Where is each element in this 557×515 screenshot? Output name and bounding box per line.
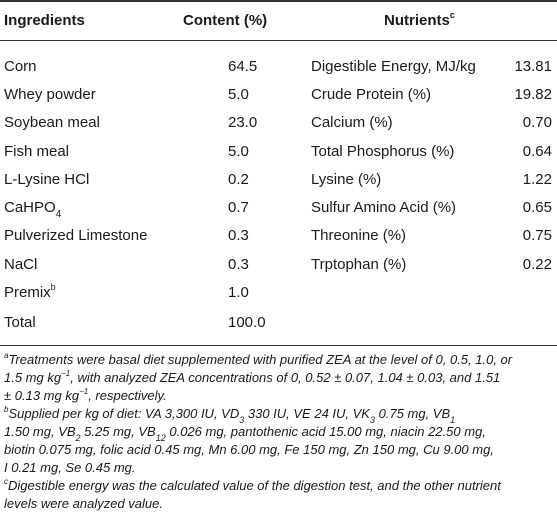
ingredient-footnote-mark: b	[50, 282, 56, 292]
footnote-text: ± 0.13 mg kg	[4, 388, 80, 403]
footnote-exponent: −1	[79, 387, 89, 396]
nutrient-name: Trptophan (%)	[311, 256, 407, 273]
nutrient-name: Lysine (%)	[311, 171, 382, 188]
nutrient-name: Sulfur Amino Acid (%)	[311, 199, 457, 216]
header-content: Content (%)	[183, 12, 268, 29]
ingredient-content: 100.0	[228, 314, 266, 331]
nutrient-value: 0.70	[522, 114, 552, 131]
footnote-mark: c	[4, 477, 8, 486]
ingredient-name: Total	[4, 314, 36, 331]
ingredient-name: Soybean meal	[4, 114, 100, 131]
footnote-subscript: 3	[239, 415, 245, 425]
header-nutrients-label: Nutrients	[384, 12, 450, 29]
nutrient-name: Crude Protein (%)	[311, 86, 432, 103]
ingredient-name: Pulverized Limestone	[4, 227, 148, 244]
footnote-subscript: 12	[155, 433, 166, 443]
footnote-text: Treatments were basal diet supplemented with purified ZEA at the level of 0, 0.5, 1.0, or	[8, 352, 513, 367]
ingredient-name-text: Premix	[4, 284, 51, 301]
footnote-exponent: −1	[61, 369, 71, 378]
footnote-text: , respectively.	[88, 388, 167, 403]
ingredient-name: Corn	[4, 58, 37, 75]
footnote-text: 5.25 mg, VB	[80, 424, 156, 439]
ingredient-name	[4, 199, 62, 220]
footnote-subscript: 3	[369, 415, 375, 425]
footnote-text: biotin 0.075 mg, folic acid 0.45 mg, Mn 6.00 mg, Fe 150 mg, Zn 150 mg, Cu 9.00 mg,	[4, 442, 494, 457]
nutrient-value: 0.65	[522, 199, 552, 216]
header-nutrients-footnote-mark: c	[449, 10, 455, 20]
nutrient-value: 0.22	[522, 256, 552, 273]
ingredient-name: Fish meal	[4, 143, 70, 160]
footnote-text: 1.50 mg, VB	[4, 424, 76, 439]
nutrient-name: Digestible Energy, MJ/kg	[311, 58, 476, 75]
ingredient-name: NaCl	[4, 256, 38, 273]
ingredient-name: L-Lysine HCl	[4, 171, 90, 188]
ingredient-content: 5.0	[228, 86, 249, 103]
ingredient-content: 0.3	[228, 256, 249, 273]
footnote-text: 0.75 mg, VB	[375, 406, 451, 421]
footnotes	[4, 351, 552, 513]
footnote-text: 330 IU, VE 24 IU, VK	[244, 406, 370, 421]
footnote-text: 1.5 mg kg	[4, 370, 62, 385]
nutrient-name: Calcium (%)	[311, 114, 393, 131]
ingredient-name-subscript: 4	[55, 209, 62, 220]
footnote-text: , with analyzed ZEA concentrations of 0, 0.52 ± 0.07, 1.04 ± 0.03, and 1.51	[70, 370, 501, 385]
nutrient-name: Total Phosphorus (%)	[311, 143, 455, 160]
footnote-subscript: 1	[450, 415, 456, 425]
footnote-text: I 0.21 mg, Se 0.45 mg.	[4, 460, 136, 475]
footnote-b	[4, 405, 552, 477]
ingredient-content: 0.3	[228, 227, 249, 244]
footnote-text: levels were analyzed value.	[4, 496, 163, 511]
ingredient-name	[4, 284, 56, 302]
ingredient-name: Whey powder	[4, 86, 96, 103]
nutrient-name: Threonine (%)	[311, 227, 407, 244]
header-rule	[0, 40, 557, 41]
ingredient-content: 1.0	[228, 284, 249, 301]
footnote-text: Digestible energy was the calculated value of the digestion test, and the other nutrient	[8, 478, 501, 493]
ingredient-content: 5.0	[228, 143, 249, 160]
nutrient-value: 19.82	[514, 86, 552, 103]
ingredient-content: 64.5	[228, 58, 258, 75]
ingredient-content: 0.7	[228, 199, 249, 216]
nutrient-value: 0.75	[522, 227, 552, 244]
footnote-text: 0.026 mg, pantothenic acid 15.00 mg, niacin 22.50 mg,	[165, 424, 486, 439]
ingredient-content: 0.2	[228, 171, 249, 188]
nutrient-value: 13.81	[514, 58, 552, 75]
ingredient-content: 23.0	[228, 114, 258, 131]
nutrient-value: 1.22	[522, 171, 552, 188]
footnote-a	[4, 351, 552, 405]
footnote-c	[4, 477, 552, 513]
bottom-rule	[0, 345, 557, 346]
footnote-mark: a	[4, 351, 9, 360]
top-rule	[0, 0, 557, 2]
header-ingredients: Ingredients	[4, 12, 85, 29]
nutrient-value: 0.64	[522, 143, 552, 160]
footnote-subscript: 2	[75, 433, 81, 443]
footnote-mark: b	[4, 405, 9, 414]
footnote-text: Supplied per kg of diet: VA 3,300 IU, VD	[8, 406, 240, 421]
header-nutrients	[384, 12, 455, 30]
ingredient-name-text: CaHPO	[4, 199, 56, 216]
